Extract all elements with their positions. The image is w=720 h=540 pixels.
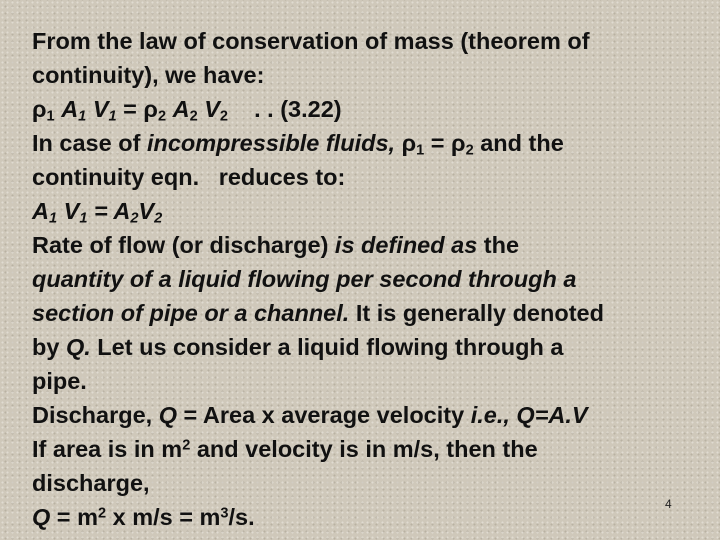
subscript: 1 bbox=[46, 108, 55, 125]
subscript: 2 bbox=[189, 108, 198, 125]
text-segment: pipe. bbox=[32, 368, 87, 394]
text-segment: Q bbox=[158, 402, 177, 428]
text-segment: by bbox=[32, 334, 66, 360]
text-line bbox=[32, 432, 716, 466]
text-segment: . . (3.22) bbox=[228, 96, 342, 122]
text-line bbox=[32, 500, 716, 534]
subscript: 1 bbox=[108, 108, 117, 125]
page-number: 4 bbox=[665, 497, 672, 511]
text-segment: = ρ bbox=[116, 96, 158, 122]
text-line bbox=[32, 92, 716, 126]
text-segment: Q. bbox=[65, 334, 91, 360]
superscript: 3 bbox=[220, 505, 229, 522]
text-segment: continuity eqn. reduces to: bbox=[32, 164, 346, 190]
text-segment: From the law of conservation of mass (theorem of bbox=[32, 28, 590, 54]
text-segment: A bbox=[172, 96, 190, 122]
text-line bbox=[32, 364, 716, 398]
text-segment: Rate of flow (or discharge) bbox=[32, 232, 335, 258]
text-line bbox=[32, 24, 716, 58]
text-segment: Q bbox=[32, 504, 51, 530]
text-segment: It is generally denoted bbox=[349, 300, 604, 326]
text-segment: = Area x average velocity bbox=[176, 402, 471, 428]
slide-body bbox=[32, 24, 716, 534]
text-segment: and the bbox=[473, 130, 564, 156]
superscript: 2 bbox=[182, 437, 191, 454]
subscript: 2 bbox=[130, 210, 139, 227]
text-segment: Discharge, bbox=[32, 402, 159, 428]
text-segment: i.e., Q=A.V bbox=[470, 402, 588, 428]
subscript: 2 bbox=[465, 142, 474, 159]
text-segment: = A bbox=[87, 198, 131, 224]
text-line bbox=[32, 228, 716, 262]
text-segment: is defined as bbox=[334, 232, 478, 258]
text-line bbox=[32, 466, 716, 500]
text-segment: A bbox=[32, 198, 49, 224]
text-line bbox=[32, 262, 716, 296]
text-segment: x m/s = m bbox=[106, 504, 221, 530]
text-segment: V bbox=[92, 96, 109, 122]
text-segment: In case of bbox=[32, 130, 147, 156]
text-segment: V bbox=[63, 198, 80, 224]
superscript: 2 bbox=[97, 505, 107, 522]
text-segment: V bbox=[138, 198, 155, 224]
subscript: 1 bbox=[78, 108, 87, 125]
text-segment: /s. bbox=[228, 504, 255, 530]
text-line bbox=[32, 330, 716, 364]
text-segment: If area is in m bbox=[32, 436, 183, 462]
text-line bbox=[32, 296, 716, 330]
subscript: 1 bbox=[416, 142, 425, 159]
subscript: 1 bbox=[48, 210, 58, 227]
text-segment: ρ bbox=[32, 96, 47, 122]
text-line bbox=[32, 160, 716, 194]
text-segment: incompressible fluids, bbox=[146, 130, 396, 156]
subscript: 2 bbox=[154, 210, 163, 227]
text-segment: section of pipe or a channel. bbox=[32, 300, 350, 326]
text-segment: Let us consider a liquid flowing through a bbox=[90, 334, 564, 360]
subscript: 1 bbox=[79, 210, 88, 227]
text-line bbox=[32, 194, 716, 228]
text-segment: discharge, bbox=[32, 470, 150, 496]
text-segment: the bbox=[477, 232, 520, 258]
text-segment: A bbox=[61, 96, 79, 122]
text-segment: and velocity is in m/s, then the bbox=[190, 436, 538, 462]
text-segment: V bbox=[204, 96, 220, 122]
text-line bbox=[32, 126, 716, 160]
text-line bbox=[32, 58, 716, 92]
text-line bbox=[32, 398, 716, 432]
text-segment: continuity), we have: bbox=[32, 62, 265, 88]
text-segment: = ρ bbox=[424, 130, 466, 156]
text-segment: quantity of a liquid flowing per second through a bbox=[32, 266, 577, 292]
text-segment: ρ bbox=[395, 130, 417, 156]
text-segment: = m bbox=[50, 504, 98, 530]
subscript: 2 bbox=[157, 108, 167, 125]
subscript: 2 bbox=[219, 108, 228, 125]
